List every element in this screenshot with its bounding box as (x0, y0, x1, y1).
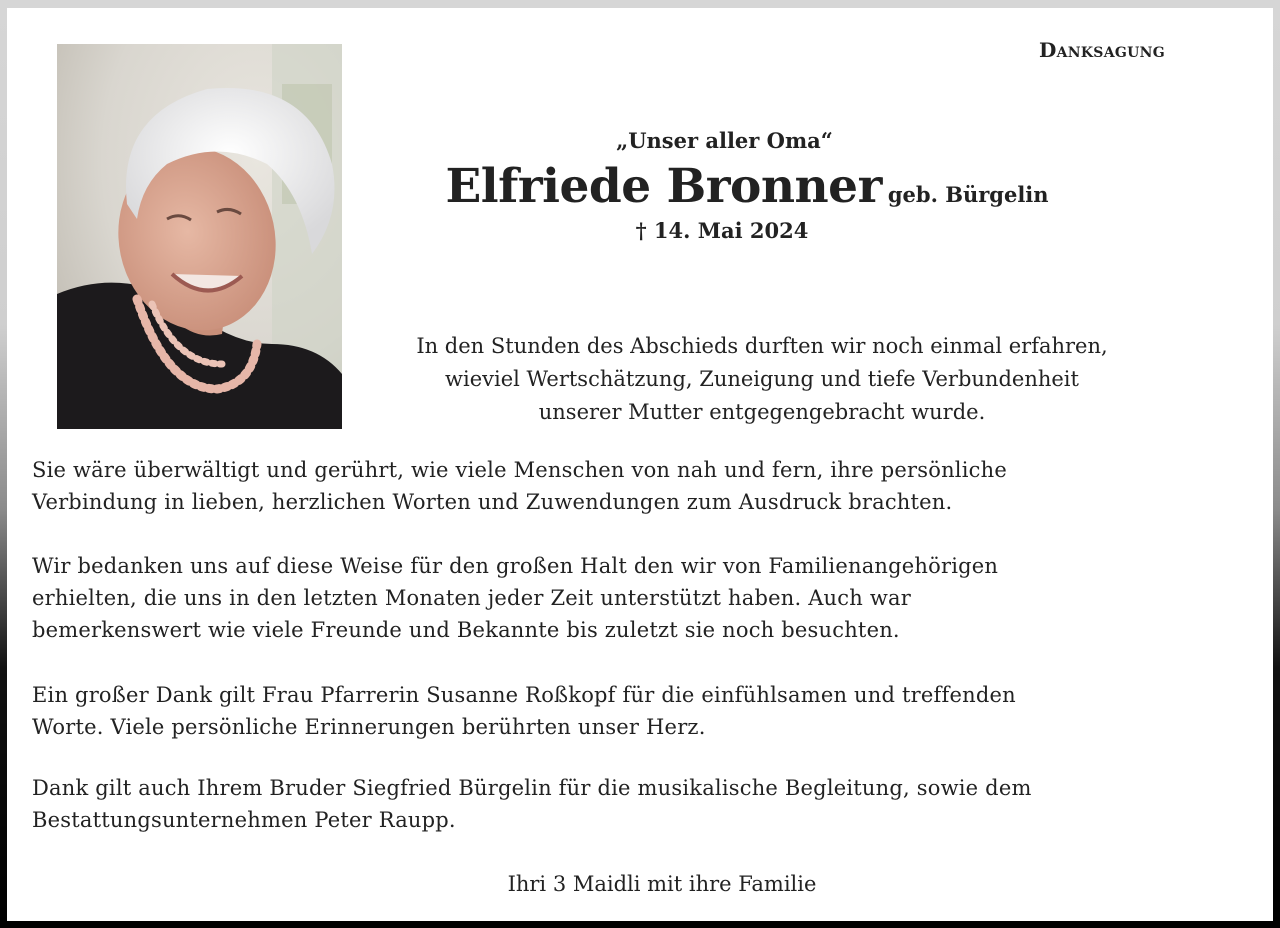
death-date: † 14. Mai 2024 (635, 218, 809, 243)
title-block (407, 128, 1087, 243)
paragraph-line: Sie wäre überwältigt und gerührt, wie viele Menschen von nah und fern, ihre persönliche (32, 458, 1007, 482)
signature: Ihri 3 Maidli mit ihre Familie (507, 872, 817, 896)
paragraph-line: Wir bedanken uns auf diese Weise für den großen Halt den wir von Familienangehörigen (32, 554, 999, 578)
paragraph-line: Worte. Viele persönliche Erinnerungen berührten unser Herz. (32, 715, 706, 739)
intro-line: In den Stunden des Abschieds durften wir noch einmal erfahren, (416, 334, 1108, 358)
name-line (407, 159, 1087, 214)
paragraph-3 (32, 679, 1252, 743)
paragraph-line: Dank gilt auch Ihrem Bruder Siegfried Bürgelin für die musikalische Begleitung, sowie dem (32, 776, 1032, 800)
paragraph-line: Ein großer Dank gilt Frau Pfarrerin Susanne Roßkopf für die einfühlsamen und treffenden (32, 683, 1016, 707)
paragraph-line: Bestattungsunternehmen Peter Raupp. (32, 808, 456, 832)
obituary-card (7, 8, 1273, 921)
paragraph-line: bemerkenswert wie viele Freunde und Bekannte bis zuletzt sie noch besuchten. (32, 618, 900, 642)
intro-text (347, 330, 1177, 429)
intro-line: wieviel Wertschätzung, Zuneigung und tiefe Verbundenheit (445, 367, 1079, 391)
paragraph-2 (32, 550, 1252, 646)
maiden-name: geb. Bürgelin (887, 182, 1049, 207)
subtitle: „Unser aller Oma“ (616, 128, 833, 153)
intro-line: unserer Mutter entgegengebracht wurde. (538, 400, 986, 424)
paragraph-4 (32, 772, 1252, 836)
portrait-photo (57, 44, 342, 429)
paragraph-line: Verbindung in lieben, herzlichen Worten und Zuwendungen zum Ausdruck brachten. (32, 490, 953, 514)
paragraph-line: erhielten, die uns in den letzten Monaten jeder Zeit unterstützt haben. Auch war (32, 586, 911, 610)
deceased-name: Elfriede Bronner (445, 159, 882, 214)
paragraph-1 (32, 454, 1252, 518)
notice-heading: Danksagung (1038, 38, 1165, 62)
